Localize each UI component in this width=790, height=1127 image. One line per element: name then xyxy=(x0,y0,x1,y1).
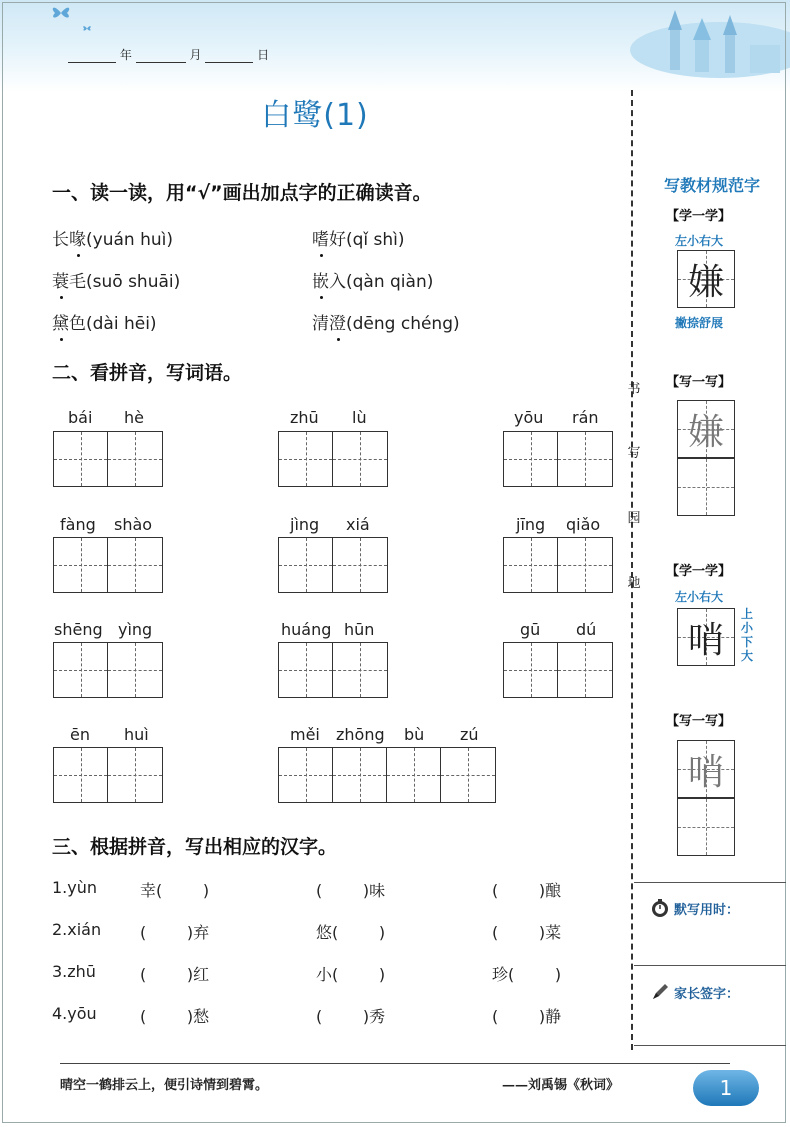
section3-heading: 三、根据拼音，写出相应的汉字。 xyxy=(52,836,338,858)
reading-item: 清澄(dēng chéng) xyxy=(312,314,460,334)
model-character-box xyxy=(677,250,735,308)
pinyin-label: zú xyxy=(460,725,479,744)
write-label: 【写一写】 xyxy=(666,375,732,390)
pinyin-label: zhū xyxy=(290,408,319,427)
writing-grid[interactable] xyxy=(53,431,163,487)
learn-label: 【学一学】 xyxy=(666,564,732,579)
practice-box[interactable] xyxy=(677,458,735,516)
dictation-time[interactable] xyxy=(650,898,739,918)
pinyin-label: jīng xyxy=(516,515,546,534)
month-label: 月 xyxy=(189,48,202,62)
footer-quote: 晴空一鹤排云上，便引诗情到碧霄。 xyxy=(60,1078,269,1093)
butterfly-small-icon xyxy=(82,24,92,33)
structure-hint: 左小右大 xyxy=(675,234,724,248)
trace-box[interactable] xyxy=(677,400,735,458)
pinyin-label: bái xyxy=(68,408,93,427)
practice-box[interactable] xyxy=(677,798,735,856)
year-label: 年 xyxy=(119,48,132,62)
writing-grid[interactable] xyxy=(53,537,163,593)
section1-heading: 一、读一读，用“√”画出加点字的正确读音。 xyxy=(52,182,432,204)
pinyin-label: rán xyxy=(572,408,599,427)
reading-item: 蓑毛(suō shuāi) xyxy=(52,272,181,292)
writing-grid[interactable] xyxy=(278,747,496,803)
writing-grid[interactable] xyxy=(278,642,388,698)
butterfly-icon xyxy=(50,4,72,22)
trace-character: 嫌 xyxy=(687,411,724,453)
writing-grid[interactable] xyxy=(53,642,163,698)
pinyin-label: qiǎo xyxy=(566,515,601,534)
pinyin-label: zhōng xyxy=(336,725,385,744)
pinyin-label: jìng xyxy=(290,515,320,534)
model-character: 嫌 xyxy=(687,261,724,303)
write-label: 【写一写】 xyxy=(666,714,732,729)
reading-item: 嵌入(qàn qiàn) xyxy=(312,272,434,292)
sidebar-separator xyxy=(634,882,786,883)
model-character-box xyxy=(677,608,735,666)
lesson-title: 白鹭(1) xyxy=(261,98,369,133)
month-blank[interactable] xyxy=(136,62,186,63)
page-number: 1 xyxy=(693,1070,759,1106)
trace-box[interactable] xyxy=(677,740,735,798)
pinyin-label: huì xyxy=(124,725,149,744)
sidebar-separator xyxy=(634,965,786,966)
pinyin-label: xiá xyxy=(346,515,370,534)
footer-source: ——刘禹锡《秋词》 xyxy=(502,1078,620,1093)
learn-label: 【学一学】 xyxy=(666,209,732,224)
parent-signature-label: 家长签字： xyxy=(674,986,740,1002)
vertical-label-char: 地 xyxy=(627,576,641,591)
writing-grid[interactable] xyxy=(278,431,388,487)
pinyin-label: yōu xyxy=(514,408,544,427)
reading-item: 嗜好(qǐ shì) xyxy=(312,230,405,250)
writing-grid[interactable] xyxy=(278,537,388,593)
writing-grid[interactable] xyxy=(503,537,613,593)
date-line xyxy=(68,46,269,63)
trace-character: 哨 xyxy=(687,751,724,793)
reading-item: 黛色(dài hēi) xyxy=(52,314,157,334)
timer-icon xyxy=(650,898,670,918)
pinyin-label: yìng xyxy=(118,620,153,639)
sidebar-divider xyxy=(631,90,633,1050)
stroke-hint: 撇捺舒展 xyxy=(675,316,724,330)
pinyin-label: lù xyxy=(352,408,367,427)
writing-grid[interactable] xyxy=(503,431,613,487)
reading-item: 长喙(yuán huì) xyxy=(52,230,173,250)
structure-hint: 左小右大 xyxy=(675,590,724,604)
pinyin-label: ēn xyxy=(70,725,90,744)
structure-hint-vertical: 上 小 下 大 xyxy=(740,607,753,663)
parent-signature[interactable] xyxy=(650,982,739,1002)
footer-rule xyxy=(60,1063,730,1064)
vertical-label-char: 写 xyxy=(627,446,641,461)
model-character: 哨 xyxy=(687,619,724,661)
pinyin-label: bù xyxy=(404,725,425,744)
pinyin-label: hè xyxy=(124,408,144,427)
pinyin-label: shào xyxy=(114,515,153,534)
dictation-time-label: 默写用时： xyxy=(674,902,740,918)
pinyin-label: shēng xyxy=(54,620,103,639)
writing-grid[interactable] xyxy=(53,747,163,803)
section2-heading: 二、看拼音，写词语。 xyxy=(52,362,243,384)
sidebar-title: 写教材规范字 xyxy=(663,176,760,195)
sidebar-separator xyxy=(634,1045,786,1046)
pinyin-label: hūn xyxy=(344,620,375,639)
pinyin-label: huáng xyxy=(281,620,332,639)
vertical-label-char: 书 xyxy=(627,382,641,397)
pinyin-label: fàng xyxy=(60,515,96,534)
pinyin-label: dú xyxy=(576,620,597,639)
vertical-label-char: 园 xyxy=(627,511,641,526)
day-label: 日 xyxy=(257,48,270,62)
year-blank[interactable] xyxy=(68,62,116,63)
pen-icon xyxy=(650,982,670,1002)
pinyin-label: gū xyxy=(520,620,541,639)
day-blank[interactable] xyxy=(205,62,253,63)
writing-grid[interactable] xyxy=(503,642,613,698)
pinyin-label: měi xyxy=(290,725,320,744)
